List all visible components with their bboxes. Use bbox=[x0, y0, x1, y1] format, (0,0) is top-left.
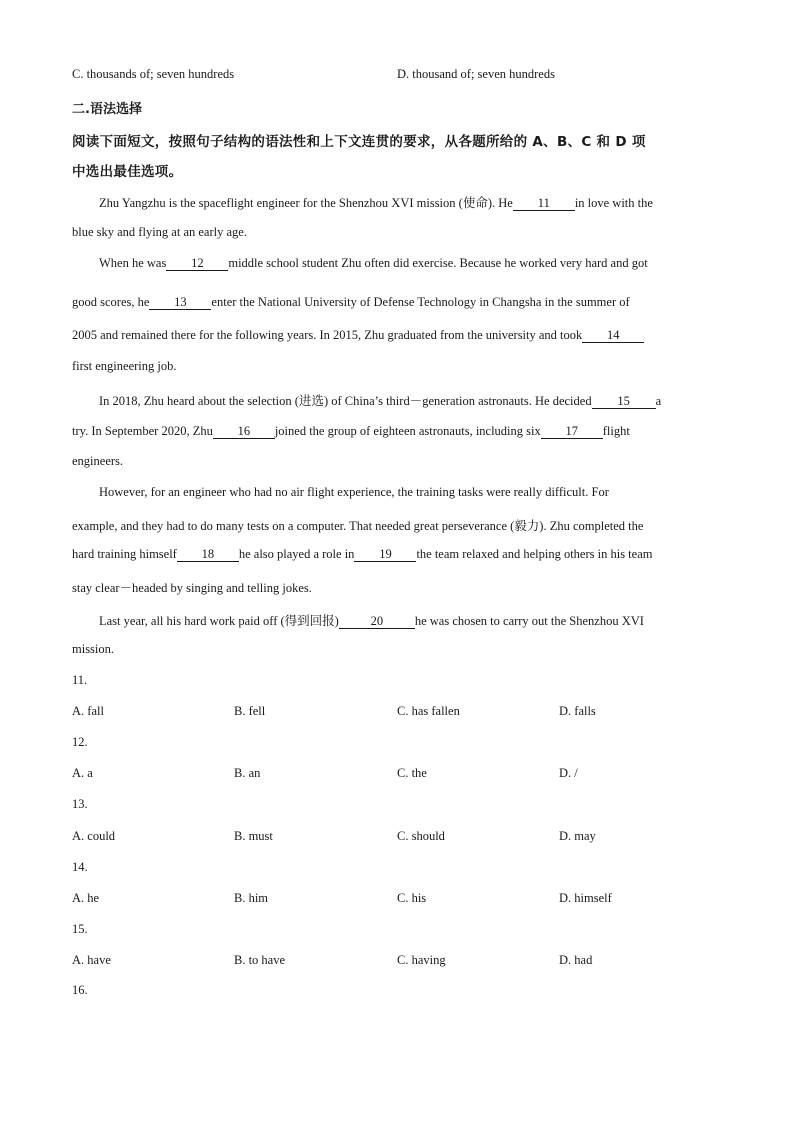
question-number: 16. bbox=[72, 983, 88, 997]
passage-line: mission. bbox=[72, 642, 115, 656]
passage-text: flight bbox=[602, 424, 630, 438]
passage-line: engineers. bbox=[72, 454, 124, 468]
prev-option-c: C. thousands of; seven hundreds bbox=[72, 67, 235, 81]
passage-line bbox=[99, 256, 648, 271]
passage-text: good scores, he bbox=[72, 295, 150, 309]
blank-16: 16 bbox=[213, 425, 275, 439]
passage-text: the team relaxed and helping others in his team bbox=[416, 547, 653, 561]
option-a[interactable]: A. a bbox=[72, 766, 93, 780]
question-number: 13. bbox=[72, 797, 88, 811]
question-number: 15. bbox=[72, 922, 88, 936]
question-number: 11. bbox=[72, 673, 88, 687]
passage-line: example, and they had to do many tests on a computer. That needed great perseverance (毅力). Zhu completed the bbox=[72, 519, 644, 533]
passage-line bbox=[72, 547, 652, 562]
passage-text: 2005 and remained there for the following years. In 2015, Zhu graduated from the university and took bbox=[72, 328, 583, 342]
option-d[interactable]: D. had bbox=[559, 953, 593, 967]
option-a[interactable]: A. he bbox=[72, 891, 100, 905]
option-c[interactable]: C. should bbox=[397, 829, 445, 843]
blank-12: 12 bbox=[166, 257, 228, 271]
passage-text: a bbox=[655, 394, 662, 408]
passage-text: In 2018, Zhu heard about the selection (进选) of China’s third－generation astronauts. He decided bbox=[99, 394, 592, 408]
question-number: 12. bbox=[72, 735, 88, 749]
passage-line: However, for an engineer who had no air flight experience, the training tasks were really difficult. For bbox=[99, 485, 609, 499]
blank-11: 11 bbox=[513, 197, 575, 211]
passage-line bbox=[72, 295, 630, 310]
option-d[interactable]: D. / bbox=[559, 766, 578, 780]
blank-14: 14 bbox=[582, 329, 644, 343]
option-b[interactable]: B. to have bbox=[234, 953, 286, 967]
option-a[interactable]: A. fall bbox=[72, 704, 104, 718]
passage-line: blue sky and flying at an early age. bbox=[72, 225, 247, 239]
option-b[interactable]: B. him bbox=[234, 891, 269, 905]
option-d[interactable]: D. himself bbox=[559, 891, 612, 905]
option-b[interactable]: B. an bbox=[234, 766, 261, 780]
option-b[interactable]: B. fell bbox=[234, 704, 266, 718]
blank-13: 13 bbox=[149, 296, 211, 310]
option-c[interactable]: C. has fallen bbox=[397, 704, 460, 718]
passage-text: in love with the bbox=[574, 196, 653, 210]
blank-19: 19 bbox=[354, 548, 416, 562]
passage-line: stay clear－headed by singing and telling jokes. bbox=[72, 581, 312, 595]
passage-text: he was chosen to carry out the Shenzhou XVI bbox=[414, 614, 644, 628]
passage-text: middle school student bbox=[228, 256, 339, 270]
passage-line bbox=[99, 611, 644, 629]
passage-line bbox=[72, 328, 644, 343]
option-b[interactable]: B. must bbox=[234, 829, 273, 843]
passage-line: first engineering job. bbox=[72, 359, 177, 373]
passage-text: Zhu often did exercise. Because he worked very hard and got bbox=[338, 256, 648, 270]
blank-15: 15 bbox=[592, 395, 656, 409]
passage-text: enter the National University of Defense Technology in Changsha in the summer of bbox=[211, 295, 630, 309]
section-title: 二.语法选择 bbox=[72, 102, 142, 117]
question-number: 14. bbox=[72, 860, 88, 874]
passage-line bbox=[99, 391, 661, 409]
blank-18: 18 bbox=[177, 548, 239, 562]
passage-text: hard training himself bbox=[72, 547, 177, 561]
option-c[interactable]: C. having bbox=[397, 953, 446, 967]
instruction-line-2: 中选出最佳选项。 bbox=[72, 164, 183, 180]
passage-text: try. In September 2020, Zhu bbox=[72, 424, 213, 438]
option-d[interactable]: D. may bbox=[559, 829, 596, 843]
option-a[interactable]: A. have bbox=[72, 953, 111, 967]
blank-17: 17 bbox=[541, 425, 603, 439]
option-c[interactable]: C. the bbox=[397, 766, 427, 780]
blank-20: 20 bbox=[339, 615, 415, 629]
option-d[interactable]: D. falls bbox=[559, 704, 596, 718]
passage-text: Last year, all his hard work paid off (得到回报) bbox=[99, 614, 339, 628]
passage-text: he also played a role in bbox=[238, 547, 355, 561]
passage-text: When he was bbox=[99, 256, 167, 270]
prev-option-d: D. thousand of; seven hundreds bbox=[397, 67, 555, 81]
passage-line bbox=[99, 193, 653, 211]
passage-text: joined the group of eighteen astronauts, including six bbox=[274, 424, 541, 438]
option-c[interactable]: C. his bbox=[397, 891, 427, 905]
passage-text: Zhu Yangzhu is the spaceflight engineer for the Shenzhou XVI mission (使命). He bbox=[99, 196, 513, 210]
instruction-line-1: 阅读下面短文，按照句子结构的语法性和上下文连贯的要求，从各题所给的 A、B、C 和 D 项 bbox=[72, 134, 646, 150]
option-a[interactable]: A. could bbox=[72, 829, 116, 843]
passage-line bbox=[72, 424, 630, 439]
